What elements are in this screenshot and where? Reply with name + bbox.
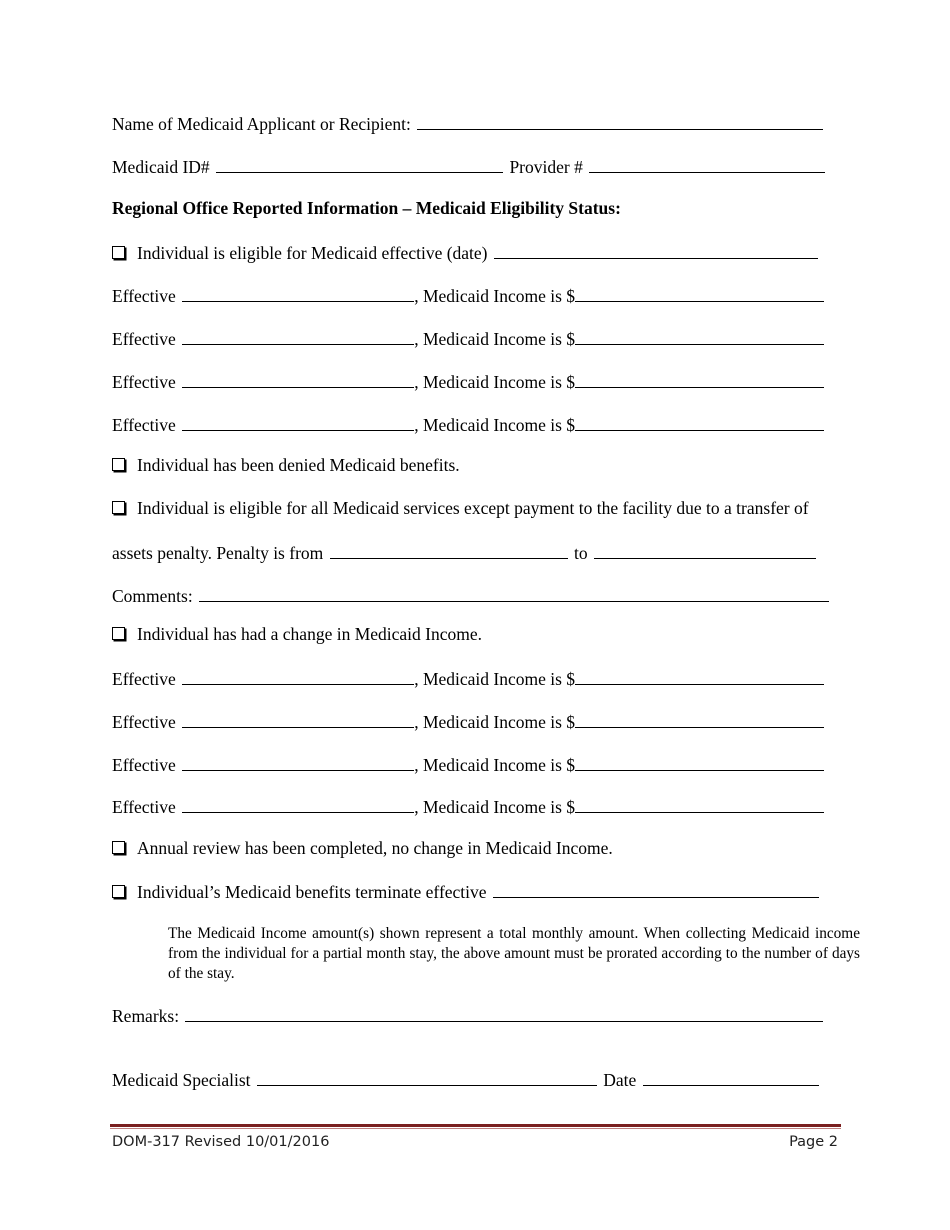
- annual-review-row: [112, 840, 613, 858]
- transfer-checkbox[interactable]: [112, 501, 125, 514]
- effective-income-row: [112, 329, 826, 349]
- effective-date-field[interactable]: [182, 712, 414, 728]
- income-label: , Medicaid Income is $: [414, 712, 576, 732]
- effective-income-row: [112, 286, 826, 306]
- remarks-row: [112, 1006, 825, 1026]
- income-amount-field[interactable]: [575, 712, 824, 728]
- footer-rule-thin: [110, 1128, 841, 1129]
- income-label: , Medicaid Income is $: [414, 755, 576, 775]
- effective-date-field[interactable]: [182, 415, 414, 431]
- signature-row: [112, 1070, 821, 1090]
- effective-income-row: [112, 712, 826, 732]
- annual-review-checkbox[interactable]: [112, 841, 125, 854]
- penalty-to-label: to: [574, 543, 588, 563]
- effective-label: Effective: [112, 712, 176, 732]
- income-label: , Medicaid Income is $: [414, 286, 576, 306]
- comments-field[interactable]: [199, 586, 829, 602]
- medicaid-id-row: [112, 157, 827, 177]
- eligible-checkbox[interactable]: [112, 246, 125, 259]
- effective-date-field[interactable]: [182, 797, 414, 813]
- applicant-name-row: [112, 114, 825, 134]
- income-label: , Medicaid Income is $: [414, 329, 576, 349]
- effective-income-row: [112, 372, 826, 392]
- effective-date-field[interactable]: [182, 755, 414, 771]
- page-number: Page 2: [789, 1134, 838, 1150]
- effective-date-field[interactable]: [182, 329, 414, 345]
- comments-row: [112, 586, 831, 606]
- effective-label: Effective: [112, 755, 176, 775]
- income-amount-field[interactable]: [575, 286, 824, 302]
- transfer-label: Individual is eligible for all Medicaid services except payment to the facility due to a transfer of: [137, 498, 809, 518]
- section-title: Regional Office Reported Information – Medicaid Eligibility Status:: [112, 198, 621, 218]
- income-note: The Medicaid Income amount(s) shown represent a total monthly amount. When collecting Medicaid income from the individual for a partial month stay, the above amount must be prorated according to the number of days of the stay.: [168, 925, 860, 982]
- annual-review-label: Annual review has been completed, no change in Medicaid Income.: [137, 838, 613, 858]
- effective-date-field[interactable]: [182, 286, 414, 302]
- terminate-row: [112, 882, 821, 902]
- eligible-row: [112, 243, 820, 263]
- remarks-field[interactable]: [185, 1006, 823, 1022]
- penalty-to-field[interactable]: [594, 543, 816, 559]
- income-label: , Medicaid Income is $: [414, 372, 576, 392]
- comments-label: Comments:: [112, 586, 193, 606]
- denied-checkbox[interactable]: [112, 458, 125, 471]
- penalty-row: [112, 543, 818, 563]
- change-row: [112, 626, 482, 644]
- penalty-label: assets penalty. Penalty is from: [112, 543, 324, 563]
- effective-label: Effective: [112, 329, 176, 349]
- medicaid-id-label: Medicaid ID#: [112, 157, 210, 177]
- income-label: , Medicaid Income is $: [414, 669, 576, 689]
- effective-label: Effective: [112, 797, 176, 817]
- remarks-label: Remarks:: [112, 1006, 180, 1026]
- terminate-label: Individual’s Medicaid benefits terminate effective: [137, 882, 487, 902]
- eligible-date-field[interactable]: [494, 243, 818, 259]
- effective-income-row: [112, 797, 826, 817]
- applicant-name-field[interactable]: [417, 114, 823, 130]
- provider-field[interactable]: [589, 157, 825, 173]
- specialist-signature-field[interactable]: [257, 1070, 597, 1086]
- date-label: Date: [603, 1070, 637, 1090]
- income-label: , Medicaid Income is $: [414, 797, 576, 817]
- terminate-date-field[interactable]: [493, 882, 819, 898]
- income-amount-field[interactable]: [575, 329, 824, 345]
- medicaid-id-field[interactable]: [216, 157, 503, 173]
- effective-date-field[interactable]: [182, 372, 414, 388]
- provider-label: Provider #: [509, 157, 583, 177]
- effective-date-field[interactable]: [182, 669, 414, 685]
- income-amount-field[interactable]: [575, 797, 824, 813]
- income-amount-field[interactable]: [575, 669, 824, 685]
- date-field[interactable]: [643, 1070, 819, 1086]
- income-amount-field[interactable]: [575, 755, 824, 771]
- change-label: Individual has had a change in Medicaid Income.: [137, 624, 483, 644]
- form-id: DOM-317 Revised 10/01/2016: [112, 1134, 330, 1150]
- income-amount-field[interactable]: [575, 372, 824, 388]
- transfer-row: [112, 500, 809, 518]
- income-amount-field[interactable]: [575, 415, 824, 431]
- effective-label: Effective: [112, 669, 176, 689]
- change-checkbox[interactable]: [112, 627, 125, 640]
- effective-label: Effective: [112, 415, 176, 435]
- effective-income-row: [112, 415, 826, 435]
- denied-label: Individual has been denied Medicaid benefits.: [137, 455, 460, 475]
- specialist-label: Medicaid Specialist: [112, 1070, 251, 1090]
- footer-rule: [110, 1124, 841, 1127]
- effective-income-row: [112, 669, 826, 689]
- terminate-checkbox[interactable]: [112, 885, 125, 898]
- effective-income-row: [112, 755, 826, 775]
- penalty-from-field[interactable]: [330, 543, 568, 559]
- income-label: , Medicaid Income is $: [414, 415, 576, 435]
- denied-row: [112, 457, 460, 475]
- applicant-name-label: Name of Medicaid Applicant or Recipient:: [112, 114, 411, 134]
- effective-label: Effective: [112, 372, 176, 392]
- eligible-label: Individual is eligible for Medicaid effective (date): [137, 243, 488, 263]
- effective-label: Effective: [112, 286, 176, 306]
